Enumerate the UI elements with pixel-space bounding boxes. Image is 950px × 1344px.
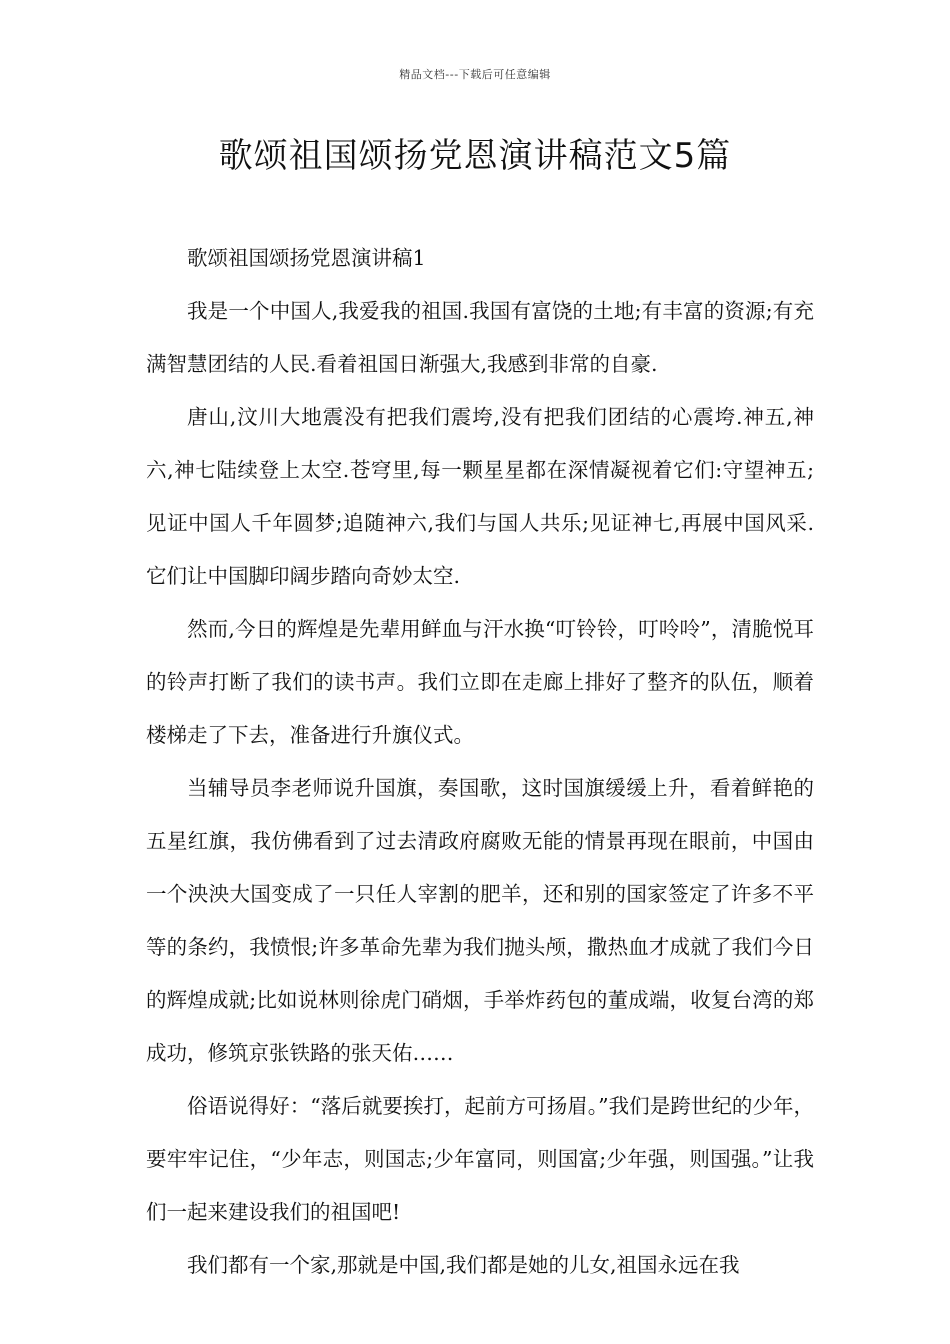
section-heading: 歌颂祖国颂扬党恩演讲稿1 [187, 246, 426, 270]
header-note: 精品文档---下载后可任意编辑 [399, 68, 551, 81]
paragraph: 我们都有一个家,那就是中国,我们都是她的儿女,祖国永远在我 [187, 1253, 740, 1277]
document-title: 歌颂祖国颂扬党恩演讲稿范文5篇 [218, 136, 732, 176]
paragraph: 然而,今日的辉煌是先辈用鲜血与汗水换“叮铃铃，叮呤呤”，清脆悦耳的铃声打断了我们的读书声。我们立即在走廊上排好了整齐的队伍，顺着楼梯走了下去，准备进行升旗仪式。 [146, 617, 814, 747]
document-body [146, 232, 814, 1292]
paragraph: 当辅导员李老师说升国旗，奏国歌，这时国旗缓缓上升，看着鲜艳的五星红旗，我仿佛看到了过去清政府腐败无能的情景再现在眼前，中国由一个泱泱大国变成了一只任人宰割的肥羊，还和别的国家签定了许多不平等的条约，我愤恨;许多革命先辈为我们抛头颅，撒热血才成就了我们今日的辉煌成就;比如说林则徐虎门硝烟，手举炸药包的董成端，收复台湾的郑成功，修筑京张铁路的张天佑…… [146, 776, 814, 1065]
paragraph: 唐山,汶川大地震没有把我们震垮,没有把我们团结的心震垮.神五,神六,神七陆续登上太空.苍穹里,每一颗星星都在深情凝视着它们:守望神五;见证中国人千年圆梦;追随神六,我们与国人共乐;见证神七,再展中国风采.它们让中国脚印阔步踏向奇妙太空. [146, 405, 814, 588]
paragraph: 俗语说得好：“落后就要挨打，起前方可扬眉。”我们是跨世纪的少年，要牢牢记住，“少年志，则国志;少年富同，则国富;少年强，则国强。”让我们一起来建设我们的祖国吧! [146, 1094, 814, 1224]
paragraph: 我是一个中国人,我爱我的祖国.我国有富饶的土地;有丰富的资源;有充满智慧团结的人民.看着祖国日渐强大,我感到非常的自豪. [146, 299, 814, 376]
